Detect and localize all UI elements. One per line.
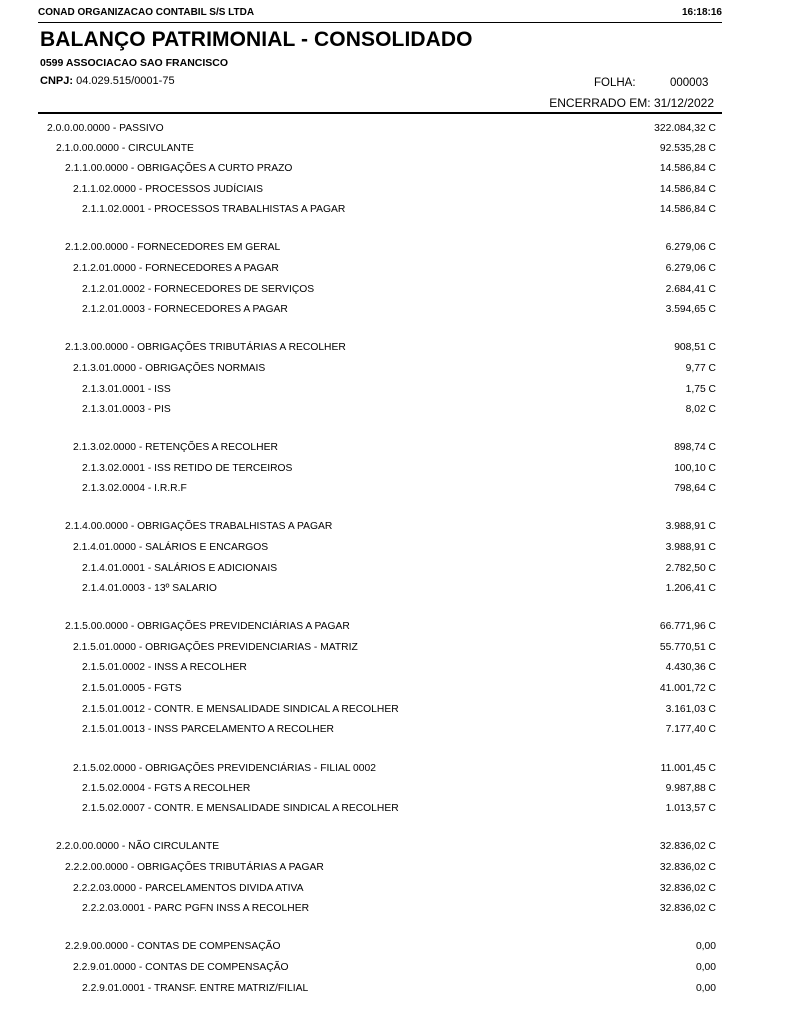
account-description: 2.1.3.01.0000 - OBRIGAÇÕES NORMAIS <box>73 363 266 374</box>
account-row <box>0 883 800 897</box>
account-value: 0,00 <box>695 983 716 994</box>
account-row <box>0 284 800 298</box>
account-description: 2.1.2.01.0000 - FORNECEDORES A PAGAR <box>73 263 279 274</box>
account-value: 898,74 C <box>674 442 716 453</box>
account-row <box>0 184 800 198</box>
account-row <box>0 841 800 855</box>
account-description: 2.2.2.03.0001 - PARC PGFN INSS A RECOLHER <box>82 903 310 914</box>
account-value: 11.001,45 C <box>660 763 716 774</box>
account-value: 3.988,91 C <box>665 542 716 553</box>
account-description: 2.2.9.01.0001 - TRANSF. ENTRE MATRIZ/FILIAL <box>82 983 309 994</box>
account-row <box>0 163 800 177</box>
account-description: 2.2.2.00.0000 - OBRIGAÇÕES TRIBUTÁRIAS A PAGAR <box>65 862 324 873</box>
account-description: 2.1.5.01.0013 - INSS PARCELAMENTO A RECOLHER <box>82 724 334 735</box>
account-row <box>0 404 800 418</box>
account-row <box>0 983 800 997</box>
account-row <box>0 542 800 556</box>
account-row <box>0 763 800 777</box>
account-description: 2.1.3.01.0003 - PIS <box>82 404 171 415</box>
account-row <box>0 621 800 635</box>
account-description: 2.1.2.01.0002 - FORNECEDORES DE SERVIÇOS <box>82 284 315 295</box>
account-row <box>0 342 800 356</box>
account-description: 2.2.9.00.0000 - CONTAS DE COMPENSAÇÃO <box>65 941 281 952</box>
account-row <box>0 242 800 256</box>
report-time: 16:18:16 <box>681 7 722 18</box>
account-row <box>0 363 800 377</box>
account-description: 2.1.3.02.0000 - RETENÇÕES A RECOLHER <box>73 442 278 453</box>
account-value: 1.013,57 C <box>665 803 716 814</box>
closing-date-label: ENCERRADO EM: <box>549 96 651 110</box>
account-value: 3.594,65 C <box>665 304 716 315</box>
account-row <box>0 563 800 577</box>
folha-label: FOLHA: <box>594 77 636 89</box>
account-value: 32.836,02 C <box>659 883 716 894</box>
account-row <box>0 704 800 718</box>
account-row <box>0 862 800 876</box>
account-row <box>0 583 800 597</box>
account-value: 3.161,03 C <box>665 704 716 715</box>
account-row <box>0 442 800 456</box>
account-value: 2.684,41 C <box>665 284 716 295</box>
report-title: BALANÇO PATRIMONIAL - CONSOLIDADO <box>40 28 473 51</box>
account-value: 1.206,41 C <box>665 583 716 594</box>
account-value: 14.586,84 C <box>659 163 716 174</box>
account-description: 2.1.5.02.0000 - OBRIGAÇÕES PREVIDENCIÁRIAS - FILIAL 0002 <box>73 763 376 774</box>
account-row <box>0 803 800 817</box>
account-row <box>0 384 800 398</box>
account-value: 322.084,32 C <box>654 123 716 134</box>
cnpj-label: CNPJ: <box>40 75 74 87</box>
cnpj-value: 04.029.515/0001-75 <box>76 75 175 87</box>
account-value: 9,77 C <box>685 363 716 374</box>
company-name: CONAD ORGANIZACAO CONTABIL S/S LTDA <box>38 7 255 18</box>
account-value: 6.279,06 C <box>665 242 716 253</box>
account-description: 2.1.4.01.0003 - 13º SALARIO <box>82 583 217 594</box>
account-row <box>0 662 800 676</box>
account-row <box>0 304 800 318</box>
account-row <box>0 683 800 697</box>
account-value: 4.430,36 C <box>665 662 716 673</box>
closing-date-value: 31/12/2022 <box>653 96 714 110</box>
account-value: 100,10 C <box>674 463 716 474</box>
account-value: 14.586,84 C <box>659 184 716 195</box>
account-value: 2.782,50 C <box>665 563 716 574</box>
account-value: 32.836,02 C <box>659 862 716 873</box>
account-value: 55.770,51 C <box>659 642 716 653</box>
account-value: 9.987,88 C <box>665 783 716 794</box>
account-description: 2.2.2.03.0000 - PARCELAMENTOS DIVIDA ATIVA <box>73 883 304 894</box>
account-description: 2.1.5.01.0000 - OBRIGAÇÕES PREVIDENCIARIAS - MATRIZ <box>73 642 358 653</box>
account-description: 2.1.3.00.0000 - OBRIGAÇÕES TRIBUTÁRIAS A RECOLHER <box>65 342 346 353</box>
account-row <box>0 123 800 137</box>
account-row <box>0 521 800 535</box>
account-description: 2.1.1.02.0000 - PROCESSOS JUDÍCIAIS <box>73 184 263 195</box>
account-value: 32.836,02 C <box>659 841 716 852</box>
account-description: 2.1.4.01.0000 - SALÁRIOS E ENCARGOS <box>73 542 269 553</box>
account-row <box>0 941 800 955</box>
account-row <box>0 962 800 976</box>
account-row <box>0 263 800 277</box>
account-row <box>0 903 800 917</box>
account-description: 2.1.2.01.0003 - FORNECEDORES A PAGAR <box>82 304 288 315</box>
account-row <box>0 724 800 738</box>
account-description: 2.1.0.00.0000 - CIRCULANTE <box>56 143 194 154</box>
account-description: 2.1.4.00.0000 - OBRIGAÇÕES TRABALHISTAS A PAGAR <box>65 521 333 532</box>
account-row <box>0 143 800 157</box>
account-description: 2.1.4.01.0001 - SALÁRIOS E ADICIONAIS <box>82 563 278 574</box>
account-value: 41.001,72 C <box>659 683 716 694</box>
account-value: 798,64 C <box>674 483 716 494</box>
account-description: 2.1.5.01.0005 - FGTS <box>82 683 182 694</box>
account-value: 3.988,91 C <box>665 521 716 532</box>
account-value: 92.535,28 C <box>659 143 716 154</box>
account-row <box>0 642 800 656</box>
account-description: 2.1.2.00.0000 - FORNECEDORES EM GERAL <box>65 242 281 253</box>
account-value: 66.771,96 C <box>659 621 716 632</box>
account-row <box>0 483 800 497</box>
account-value: 32.836,02 C <box>659 903 716 914</box>
entity-name: 0599 ASSOCIACAO SAO FRANCISCO <box>40 57 229 69</box>
account-value: 1,75 C <box>685 384 716 395</box>
account-value: 7.177,40 C <box>665 724 716 735</box>
account-description: 2.1.1.02.0001 - PROCESSOS TRABALHISTAS A PAGAR <box>82 204 346 215</box>
account-description: 2.2.9.01.0000 - CONTAS DE COMPENSAÇÃO <box>73 962 289 973</box>
account-description: 2.1.3.02.0001 - ISS RETIDO DE TERCEIROS <box>82 463 293 474</box>
account-value: 8,02 C <box>685 404 716 415</box>
account-description: 2.1.1.00.0000 - OBRIGAÇÕES A CURTO PRAZO <box>65 163 293 174</box>
account-description: 2.1.5.02.0004 - FGTS A RECOLHER <box>82 783 251 794</box>
folha-value: 000003 <box>670 77 709 89</box>
account-description: 2.1.5.00.0000 - OBRIGAÇÕES PREVIDENCIÁRIAS A PAGAR <box>65 621 350 632</box>
account-row <box>0 204 800 218</box>
account-description: 2.0.0.00.0000 - PASSIVO <box>47 123 164 134</box>
account-description: 2.1.5.01.0002 - INSS A RECOLHER <box>82 662 247 673</box>
account-description: 2.1.3.02.0004 - I.R.R.F <box>82 483 187 494</box>
account-description: 2.1.3.01.0001 - ISS <box>82 384 171 395</box>
account-value: 0,00 <box>695 941 716 952</box>
account-row <box>0 463 800 477</box>
account-row <box>0 783 800 797</box>
account-description: 2.1.5.02.0007 - CONTR. E MENSALIDADE SINDICAL A RECOLHER <box>82 803 399 814</box>
account-description: 2.1.5.01.0012 - CONTR. E MENSALIDADE SINDICAL A RECOLHER <box>82 704 399 715</box>
account-value: 6.279,06 C <box>665 263 716 274</box>
account-value: 908,51 C <box>674 342 716 353</box>
account-value: 14.586,84 C <box>659 204 716 215</box>
account-description: 2.2.0.00.0000 - NÃO CIRCULANTE <box>56 841 220 852</box>
account-value: 0,00 <box>695 962 716 973</box>
